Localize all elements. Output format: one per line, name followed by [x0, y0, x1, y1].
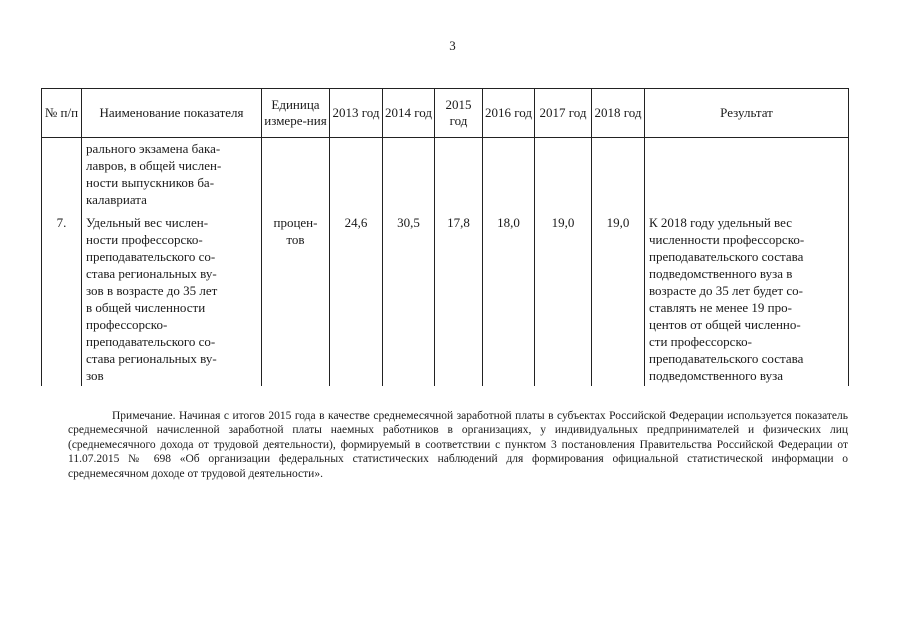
- result-line: преподавательского состава: [649, 351, 804, 366]
- header-year-2017: 2017 год: [535, 89, 592, 138]
- header-num: № п/п: [42, 89, 82, 138]
- header-year-2013: 2013 год: [330, 89, 383, 138]
- header-name: Наименование показателя: [82, 89, 262, 138]
- name-line: калавриата: [86, 192, 147, 207]
- cell-value-2017: 19,0: [535, 208, 592, 386]
- cell-name: [82, 138, 262, 209]
- unit-line: процен-: [273, 215, 318, 230]
- header-year-2014: 2014 год: [383, 89, 435, 138]
- result-line: преподавательского состава: [649, 249, 804, 264]
- name-line: преподавательского со-: [86, 249, 216, 264]
- name-line: става региональных ву-: [86, 351, 217, 366]
- name-line: зов в возрасте до 35 лет: [86, 283, 218, 298]
- table-row-continuation: [42, 138, 849, 209]
- name-line: ности профессорско-: [86, 232, 203, 247]
- name-line: ности выпускников ба-: [86, 175, 215, 190]
- table-header-row: [42, 89, 849, 138]
- name-line: преподавательского со-: [86, 334, 216, 349]
- footnote: Примечание. Начиная с итогов 2015 года в качестве среднемесячной заработной платы в субъектах Российской Федерации используется показатель среднемесячной начисленной заработной платы наемных работников в организациях, у индивидуальных предпринимателей и физических лиц (среднемесячного дохода от трудовой деятельности), формируемый в соответствии с пунктом 3 постановления Правительства Российской Федерации от 11.07.2015 № 698 «Об организации федеральных статистических наблюдений для формирования официальной статистической информации о среднемесячном доходе от трудовой деятельности».: [68, 409, 848, 480]
- cell-value: [592, 138, 645, 209]
- name-line: в общей численности: [86, 300, 206, 315]
- cell-value-2016: 18,0: [483, 208, 535, 386]
- header-result: Результат: [645, 89, 849, 138]
- name-line: профессорско-: [86, 317, 168, 332]
- header-unit: Единица измере-ния: [262, 89, 330, 138]
- cell-result: [645, 208, 849, 386]
- cell-value: [330, 138, 383, 209]
- cell-num: [42, 138, 82, 209]
- cell-value: [535, 138, 592, 209]
- result-line: подведомственного вуза в: [649, 266, 793, 281]
- cell-value: [435, 138, 483, 209]
- name-line: лавров, в общей числен-: [86, 158, 222, 173]
- header-year-2016: 2016 год: [483, 89, 535, 138]
- cell-num: 7.: [42, 208, 82, 386]
- result-line: ставлять не менее 19 про-: [649, 300, 792, 315]
- cell-value-2015: 17,8: [435, 208, 483, 386]
- result-line: центов от общей численно-: [649, 317, 801, 332]
- indicators-table: [41, 88, 849, 386]
- unit-line: тов: [286, 232, 305, 247]
- page-number: 3: [449, 38, 456, 53]
- cell-unit: [262, 138, 330, 209]
- cell-value: [383, 138, 435, 209]
- table-row-7: [42, 208, 849, 386]
- result-line: численности профессорско-: [649, 232, 805, 247]
- cell-value-2014: 30,5: [383, 208, 435, 386]
- cell-unit: [262, 208, 330, 386]
- cell-value-2013: 24,6: [330, 208, 383, 386]
- result-line: сти профессорско-: [649, 334, 752, 349]
- cell-value-2018: 19,0: [592, 208, 645, 386]
- name-line: рального экзамена бака-: [86, 141, 221, 156]
- name-line: Удельный вес числен-: [86, 215, 209, 230]
- name-line: става региональных ву-: [86, 266, 217, 281]
- header-year-2015: 2015 год: [435, 89, 483, 138]
- result-line: К 2018 году удельный вес: [649, 215, 792, 230]
- result-line: подведомственного вуза: [649, 368, 784, 383]
- result-line: возрасте до 35 лет будет со-: [649, 283, 803, 298]
- header-year-2018: 2018 год: [592, 89, 645, 138]
- cell-result: [645, 138, 849, 209]
- cell-name: [82, 208, 262, 386]
- name-line: зов: [86, 368, 104, 383]
- cell-value: [483, 138, 535, 209]
